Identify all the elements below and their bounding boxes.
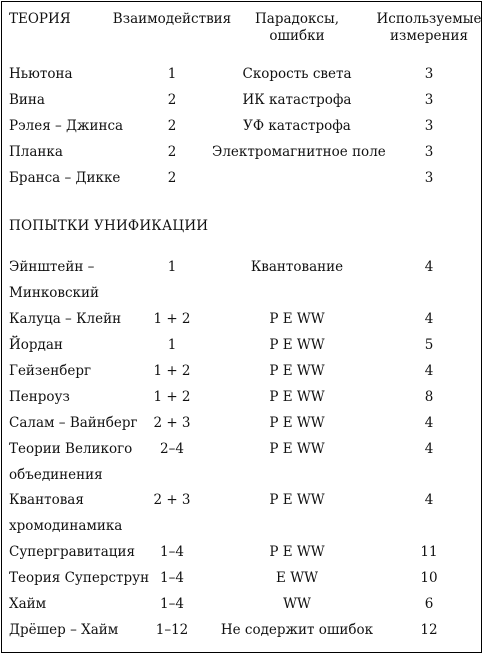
dimensions-cell: 5 <box>424 337 434 353</box>
theory-cell: Пенроуз <box>9 389 70 405</box>
paradox-cell: Квантование <box>250 259 344 275</box>
dimensions-cell: 12 <box>420 622 438 638</box>
interactions-cell: 1 + 2 <box>153 363 191 379</box>
paradox-cell: E WW <box>276 570 318 586</box>
header-paradoxes-line1: Парадоксы, <box>255 11 339 27</box>
theory-cell: Супергравитация <box>9 544 135 560</box>
paradox-cell: Не содержит ошибок <box>220 622 374 638</box>
theory-cell: Теория Суперструн <box>9 570 150 586</box>
interactions-cell: 2 <box>167 170 177 186</box>
dimensions-cell: 3 <box>424 118 434 134</box>
theory-line1: Теории Великого <box>9 441 133 457</box>
header-paradoxes <box>212 11 382 45</box>
theory-cell: Калуца – Клейн <box>9 311 122 327</box>
interactions-cell: 1–4 <box>160 596 184 612</box>
interactions-cell: 2 <box>167 118 177 134</box>
dimensions-cell: 3 <box>424 92 434 108</box>
paradox-cell: P E WW <box>269 363 325 379</box>
section-title: ПОПЫТКИ УНИФИКАЦИИ <box>9 218 209 234</box>
theory-line2: хромодинамика <box>9 518 123 534</box>
paradox-cell: P E WW <box>269 492 325 508</box>
theory-cell: Йордан <box>9 337 63 353</box>
header-dimensions <box>374 11 483 45</box>
theory-line2: объединения <box>9 467 103 483</box>
theory-line1: Эйнштейн – <box>9 259 95 275</box>
theory-cell: Бранса – Дикке <box>9 170 121 186</box>
dimensions-cell: 4 <box>424 363 434 379</box>
header-dimensions-line2: измерения <box>390 28 468 44</box>
theory-cell: Хайм <box>9 596 47 612</box>
paradox-cell: P E WW <box>269 441 325 457</box>
paradox-cell: P E WW <box>269 544 325 560</box>
paradox-cell: ИК катастрофа <box>242 92 352 108</box>
header-dimensions-line1: Используемые <box>376 11 482 27</box>
header-interactions: Взаимодействия <box>112 11 232 27</box>
dimensions-cell: 3 <box>424 170 434 186</box>
dimensions-cell: 3 <box>424 144 434 160</box>
interactions-cell: 1 + 2 <box>153 389 191 405</box>
dimensions-cell: 4 <box>424 441 434 457</box>
dimensions-cell: 6 <box>424 596 434 612</box>
paradox-cell: P E WW <box>269 389 325 405</box>
paradox-cell: Скорость света <box>242 66 352 82</box>
interactions-cell: 1–12 <box>155 622 189 638</box>
theory-cell: Планка <box>9 144 63 160</box>
interactions-cell: 2 <box>167 92 177 108</box>
interactions-cell: 1 <box>167 337 177 353</box>
paradox-cell: Электромагнитное поле <box>212 144 386 160</box>
dimensions-cell: 3 <box>424 66 434 82</box>
theory-cell <box>9 259 99 301</box>
dimensions-cell: 4 <box>424 415 434 431</box>
interactions-cell: 1–4 <box>160 570 184 586</box>
dimensions-cell: 11 <box>420 544 438 560</box>
theory-cell: Ньютона <box>9 66 73 82</box>
dimensions-cell: 4 <box>424 259 434 275</box>
theory-line2: Минковский <box>9 285 99 301</box>
interactions-cell: 1 <box>167 259 177 275</box>
theory-cell: Вина <box>9 92 45 108</box>
paradox-cell: УФ катастрофа <box>243 118 351 134</box>
interactions-cell: 1 + 2 <box>153 311 191 327</box>
dimensions-cell: 4 <box>424 492 434 508</box>
interactions-cell: 2 + 3 <box>153 492 191 508</box>
theory-cell: Дрёшер – Хайм <box>9 622 119 638</box>
interactions-cell: 1 <box>167 66 177 82</box>
header-theory: ТЕОРИЯ <box>9 11 71 27</box>
theory-cell: Рэлея – Джинса <box>9 118 124 134</box>
theory-cell: Салам – Вайнберг <box>9 415 138 431</box>
interactions-cell: 2–4 <box>160 441 184 457</box>
interactions-cell: 2 + 3 <box>153 415 191 431</box>
paradox-cell: WW <box>283 596 311 612</box>
interactions-cell: 1–4 <box>160 544 184 560</box>
paradox-cell: P E WW <box>269 337 325 353</box>
interactions-cell: 2 <box>167 144 177 160</box>
paradox-cell: P E WW <box>269 311 325 327</box>
dimensions-cell: 10 <box>420 570 438 586</box>
dimensions-cell: 4 <box>424 311 434 327</box>
header-paradoxes-line2: ошибки <box>269 28 325 44</box>
dimensions-cell: 8 <box>424 389 434 405</box>
table-frame <box>1 1 482 653</box>
theory-line1: Квантовая <box>9 492 84 508</box>
paradox-cell: P E WW <box>269 415 325 431</box>
theory-cell: Гейзенберг <box>9 363 92 379</box>
